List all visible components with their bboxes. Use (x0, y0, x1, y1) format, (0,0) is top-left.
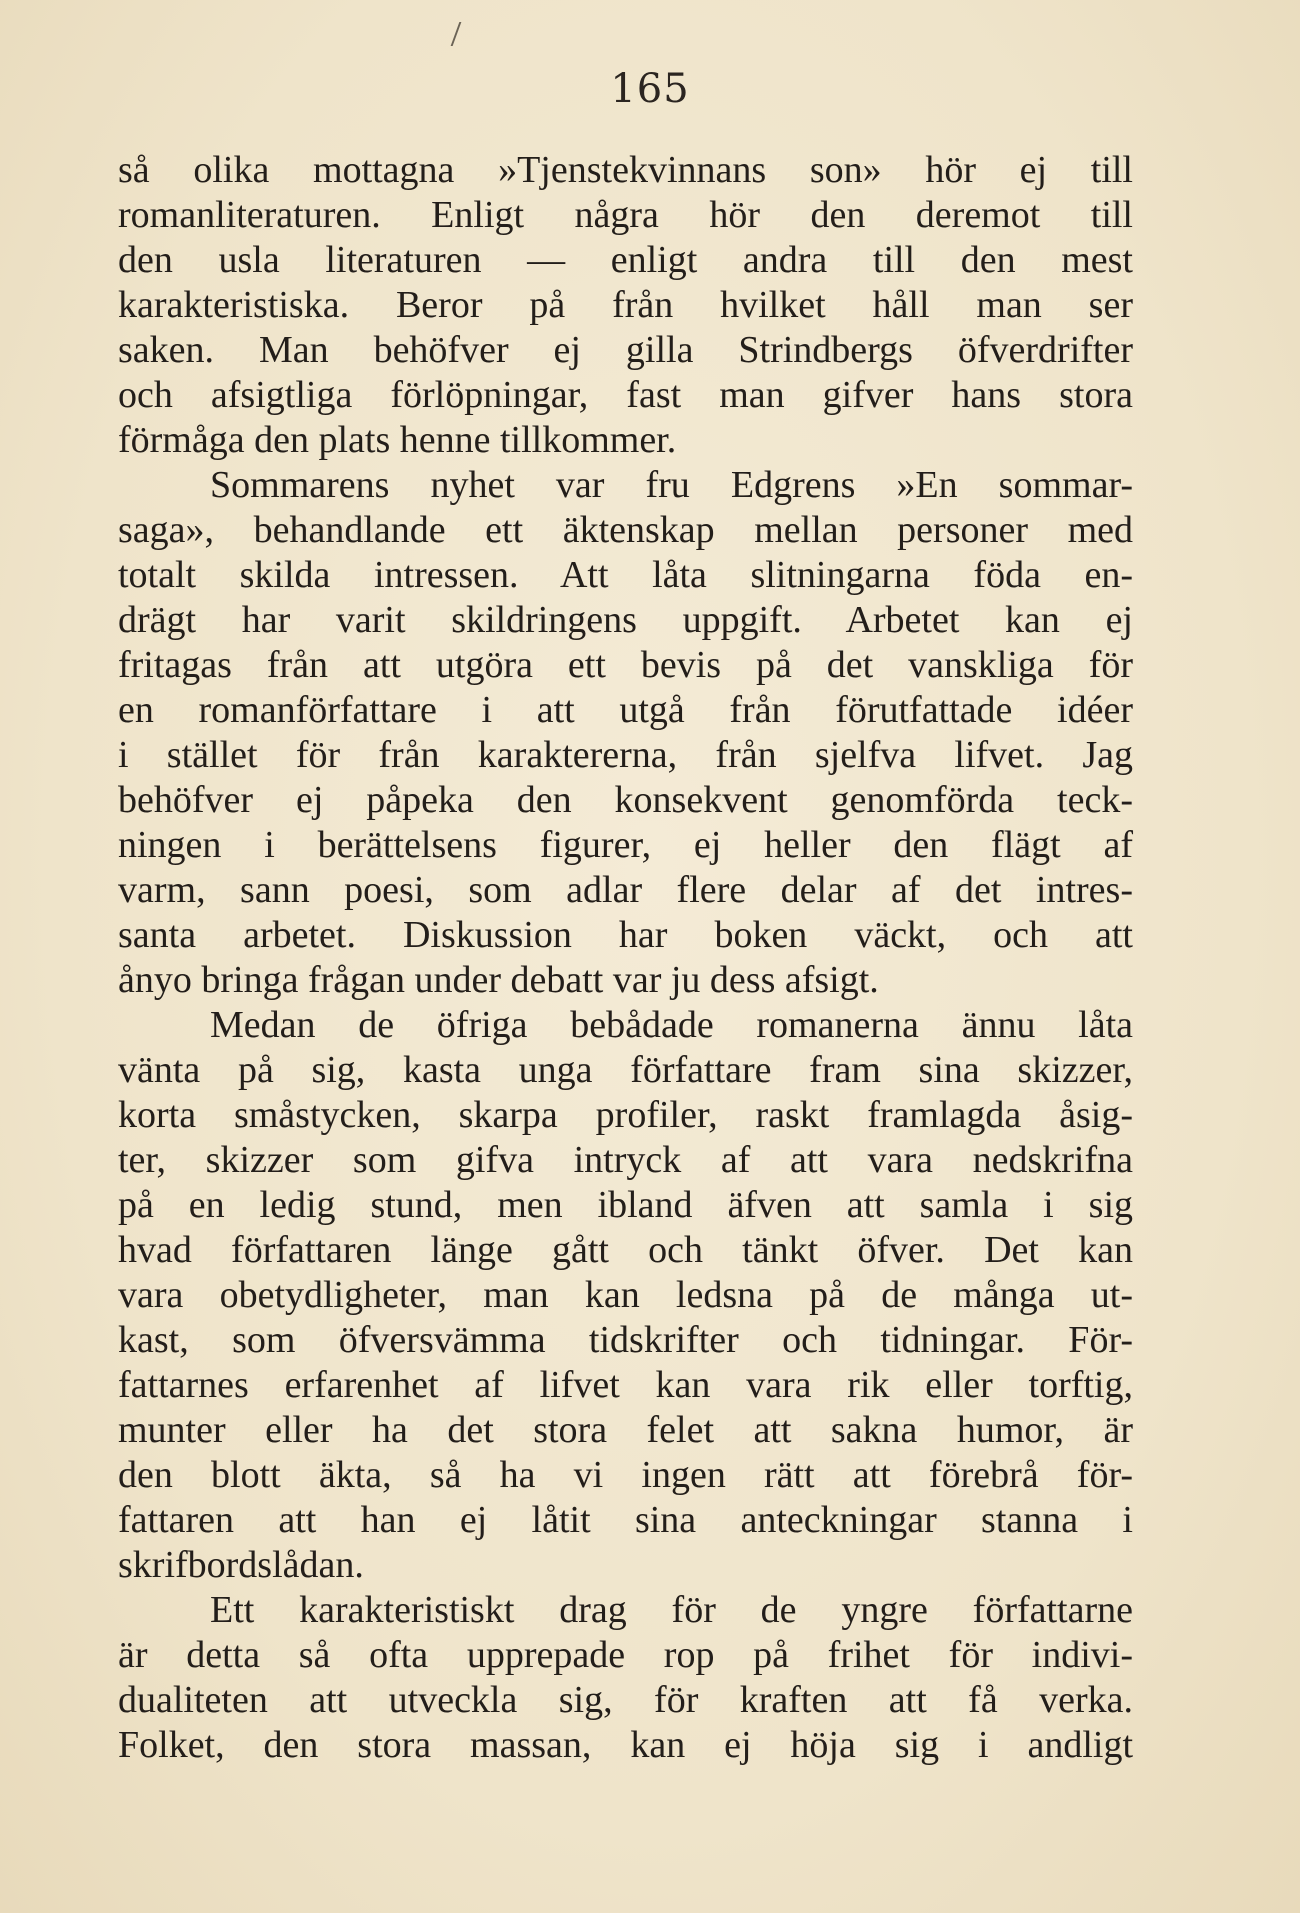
text-line: den usla literaturen — enligt andra till den mest (118, 239, 1133, 281)
text-line: drägt har varit skildringens uppgift. Arbetet kan ej (118, 599, 1133, 641)
text-line: munter eller ha det stora felet att sakna humor, är (118, 1409, 1133, 1451)
text-line: fritagas från att utgöra ett bevis på det vanskliga för (118, 644, 1133, 686)
body-text (118, 148, 1133, 1768)
text-line: på en ledig stund, men ibland äfven att samla i sig (118, 1184, 1133, 1226)
text-line: ter, skizzer som gifva intryck af att vara nedskrifna (118, 1139, 1133, 1181)
text-line: och afsigtliga förlöpningar, fast man gifver hans stora (118, 374, 1133, 416)
text-line: den blott äkta, så ha vi ingen rätt att förebrå för- (118, 1454, 1133, 1496)
text-line: vara obetydligheter, man kan ledsna på de många ut- (118, 1274, 1133, 1316)
text-line: ningen i berättelsens figurer, ej heller den flägt af (118, 824, 1133, 866)
text-line: dualiteten att utveckla sig, för kraften att få verka. (118, 1679, 1133, 1721)
text-line: en romanförfattare i att utgå från förutfattade idéer (118, 689, 1133, 731)
text-line: varm, sann poesi, som adlar flere delar af det intres- (118, 869, 1133, 911)
page-number: 165 (610, 66, 690, 112)
text-line: saga», behandlande ett äktenskap mellan personer med (118, 509, 1133, 551)
text-line: är detta så ofta upprepade rop på frihet för indivi- (118, 1634, 1133, 1676)
pencil-mark (451, 22, 466, 46)
text-line: förmåga den plats henne tillkommer. (118, 419, 677, 461)
text-line: så olika mottagna »Tjenstekvinnans son» hör ej till (118, 149, 1133, 191)
text-line: romanliteraturen. Enligt några hör den deremot till (118, 194, 1133, 236)
text-line: behöfver ej påpeka den konsekvent genomförda teck- (118, 779, 1133, 821)
text-line: karakteristiska. Beror på från hvilket håll man ser (118, 284, 1133, 326)
text-line: totalt skilda intressen. Att låta slitningarna föda en- (118, 554, 1133, 596)
text-line: kast, som öfversvämma tidskrifter och tidningar. För- (118, 1319, 1133, 1361)
text-line: skrifbordslådan. (118, 1544, 364, 1586)
text-line: santa arbetet. Diskussion har boken väckt, och att (118, 914, 1133, 956)
text-line: hvad författaren länge gått och tänkt öfver. Det kan (118, 1229, 1133, 1271)
text-line: Sommarens nyhet var fru Edgrens »En sommar- (210, 464, 1133, 506)
text-line: saken. Man behöfver ej gilla Strindbergs öfverdrifter (118, 329, 1133, 371)
text-line: i stället för från karaktererna, från sjelfva lifvet. Jag (118, 734, 1133, 776)
text-line: vänta på sig, kasta unga författare fram sina skizzer, (118, 1049, 1133, 1091)
text-line: Folket, den stora massan, kan ej höja sig i andligt (118, 1724, 1133, 1766)
text-line: fattaren att han ej låtit sina anteckningar stanna i (118, 1499, 1133, 1541)
text-line: ånyo bringa frågan under debatt var ju dess afsigt. (118, 959, 879, 1001)
text-line: korta småstycken, skarpa profiler, raskt framlagda åsig- (118, 1094, 1133, 1136)
text-line: fattarnes erfarenhet af lifvet kan vara rik eller torftig, (118, 1364, 1133, 1406)
text-line: Ett karakteristiskt drag för de yngre författarne (210, 1589, 1133, 1631)
text-line: Medan de öfriga bebådade romanerna ännu låta (210, 1004, 1133, 1046)
